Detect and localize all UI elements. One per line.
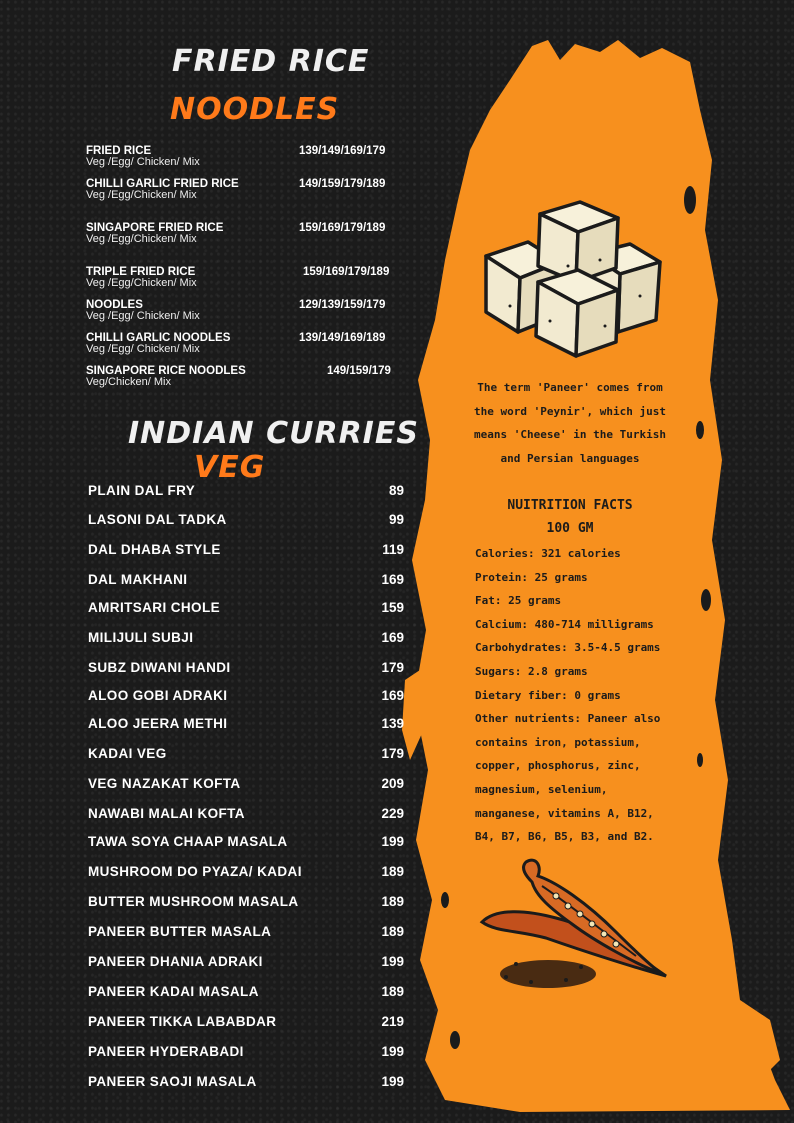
menu-item (86, 332, 406, 362)
item-name: PANEER SAOJI MASALA (88, 1074, 257, 1089)
item-price: 99 (388, 512, 404, 527)
nutrition-line: Carbohydrates: 3.5-4.5 grams (475, 641, 661, 655)
item-price: 169 (381, 688, 404, 703)
menu-item (88, 924, 404, 946)
menu-item (88, 483, 404, 505)
item-description: Veg /Egg/Chicken/ Mix (86, 189, 197, 201)
menu-item (88, 1044, 404, 1066)
menu-item (86, 266, 406, 296)
nutrition-facts-list (475, 542, 675, 849)
item-name: CHILLI GARLIC NOODLES (86, 332, 231, 344)
nutrition-line: Calories: 321 calories (475, 547, 621, 560)
item-name: PANEER KADAI MASALA (88, 984, 259, 999)
menu-item (88, 776, 404, 798)
item-price: 199 (381, 954, 404, 969)
item-name: PANEER DHANIA ADRAKI (88, 954, 263, 969)
item-price: 189 (381, 894, 404, 909)
menu-item (88, 954, 404, 976)
noodles-heading: NOODLES (170, 92, 340, 127)
item-price: 199 (381, 1074, 404, 1089)
item-name: NOODLES (86, 299, 143, 311)
nutrition-line: manganese, vitamins A, B12, (475, 806, 654, 820)
item-price: 169 (381, 630, 404, 645)
item-name: PANEER HYDERABADI (88, 1044, 244, 1059)
menu-item (88, 864, 404, 886)
item-name: PANEER TIKKA LABABDAR (88, 1014, 277, 1029)
item-price: 169 (381, 572, 404, 587)
item-price: 149/159/179 (327, 365, 391, 377)
nutrition-line: copper, phosphorus, zinc, (475, 759, 641, 773)
paneer-cubes-icon (480, 196, 665, 361)
nutrition-line: Fat: 25 grams (475, 594, 562, 608)
nutrition-line: Other nutrients: Paneer also (475, 712, 661, 726)
nutrition-line: Dietary fiber: 0 grams (475, 688, 621, 702)
item-price: 189 (381, 984, 404, 999)
item-price: 89 (388, 483, 404, 498)
item-price: 139/149/169/189 (299, 332, 386, 344)
nutrition-line: B4, B7, B6, B5, B3, and B2. (475, 830, 654, 844)
indian-curries-heading: INDIAN CURRIES (128, 416, 419, 451)
menu-item (88, 716, 404, 738)
item-price: 119 (382, 542, 404, 557)
menu-item (86, 178, 406, 208)
menu-item (88, 984, 404, 1006)
menu-item (86, 145, 406, 175)
item-description: Veg/Chicken/ Mix (86, 376, 171, 388)
item-name: BUTTER MUSHROOM MASALA (88, 894, 299, 909)
item-price: 129/139/159/179 (299, 299, 386, 311)
item-name: LASONI DAL TADKA (88, 512, 227, 527)
item-name: MILIJULI SUBJI (88, 630, 194, 645)
item-description: Veg /Egg/ Chicken/ Mix (86, 156, 200, 168)
item-name: CHILLI GARLIC FRIED RICE (86, 178, 239, 190)
item-name: SINGAPORE RICE NOODLES (86, 365, 246, 377)
menu-item (88, 660, 404, 682)
menu-item (88, 600, 404, 622)
nutrition-line: Sugars: 2.8 grams (475, 664, 588, 678)
item-price: 219 (381, 1014, 404, 1029)
item-name: KADAI VEG (88, 746, 167, 761)
item-name: SINGAPORE FRIED RICE (86, 222, 224, 234)
item-price: 209 (381, 776, 404, 791)
nutrition-title: NUITRITION FACTS (507, 498, 633, 513)
paneer-origin-note (470, 376, 670, 470)
nutrition-line: Protein: 25 grams (475, 570, 588, 584)
item-name: ALOO JEERA METHI (88, 716, 228, 731)
menu-item (88, 542, 404, 564)
item-price: 189 (381, 924, 404, 939)
menu-item (88, 806, 404, 828)
paneer-note-line: The term 'Paneer' comes from (477, 381, 663, 394)
item-name: TRIPLE FRIED RICE (86, 266, 196, 278)
item-name: VEG NAZAKAT KOFTA (88, 776, 241, 791)
menu-item (88, 746, 404, 768)
menu-item (88, 512, 404, 534)
paneer-note-line: the word 'Peynir', which just (473, 404, 667, 418)
paneer-note-line: and Persian languages (500, 451, 640, 465)
menu-item (86, 222, 406, 252)
menu-item (88, 1074, 404, 1096)
item-name: DAL MAKHANI (88, 572, 188, 587)
item-price: 199 (381, 1044, 404, 1059)
nutrition-line: contains iron, potassium, (475, 735, 641, 749)
item-price: 179 (381, 746, 404, 761)
nutrition-line: magnesium, selenium, (475, 782, 608, 796)
item-name: PLAIN DAL FRY (88, 483, 196, 498)
item-description: Veg /Egg/Chicken/ Mix (86, 277, 197, 289)
chili-pepper-icon (476, 852, 676, 1002)
item-name: PANEER BUTTER MASALA (88, 924, 272, 939)
menu-item (88, 1014, 404, 1036)
item-price: 159/169/179/189 (303, 266, 390, 278)
item-name: DAL DHABA STYLE (88, 542, 221, 557)
menu-item (86, 299, 406, 329)
paneer-note-line: means 'Cheese' in the Turkish (473, 428, 667, 441)
fried-rice-heading: FRIED RICE (172, 44, 370, 79)
item-name: TAWA SOYA CHAAP MASALA (88, 834, 288, 849)
nutrition-subtitle: 100 GM (546, 521, 594, 536)
item-name: NAWABI MALAI KOFTA (88, 806, 245, 821)
item-price: 139 (381, 716, 404, 731)
menu-item (88, 894, 404, 916)
item-description: Veg /Egg/Chicken/ Mix (86, 233, 197, 245)
nutrition-line: Calcium: 480-714 milligrams (475, 617, 654, 631)
item-price: 149/159/179/189 (299, 178, 386, 190)
menu-item (88, 572, 404, 594)
item-name: AMRITSARI CHOLE (88, 600, 220, 615)
item-price: 189 (381, 864, 404, 879)
item-price: 229 (381, 806, 404, 821)
item-name: ALOO GOBI ADRAKI (88, 688, 228, 703)
menu-item (88, 630, 404, 652)
item-name: FRIED RICE (86, 145, 152, 157)
menu-item (86, 365, 406, 395)
menu-item (88, 834, 404, 856)
item-price: 159/169/179/189 (299, 222, 386, 234)
item-description: Veg /Egg/ Chicken/ Mix (86, 343, 200, 355)
veg-heading: VEG (194, 450, 266, 485)
item-price: 139/149/169/179 (299, 145, 386, 157)
item-price: 199 (381, 834, 404, 849)
item-price: 159 (381, 600, 404, 615)
item-description: Veg /Egg/ Chicken/ Mix (86, 310, 200, 322)
item-name: MUSHROOM DO PYAZA/ KADAI (88, 864, 302, 879)
item-price: 179 (381, 660, 404, 675)
item-name: SUBZ DIWANI HANDI (88, 660, 231, 675)
menu-item (88, 688, 404, 710)
nutrition-heading (470, 494, 670, 540)
